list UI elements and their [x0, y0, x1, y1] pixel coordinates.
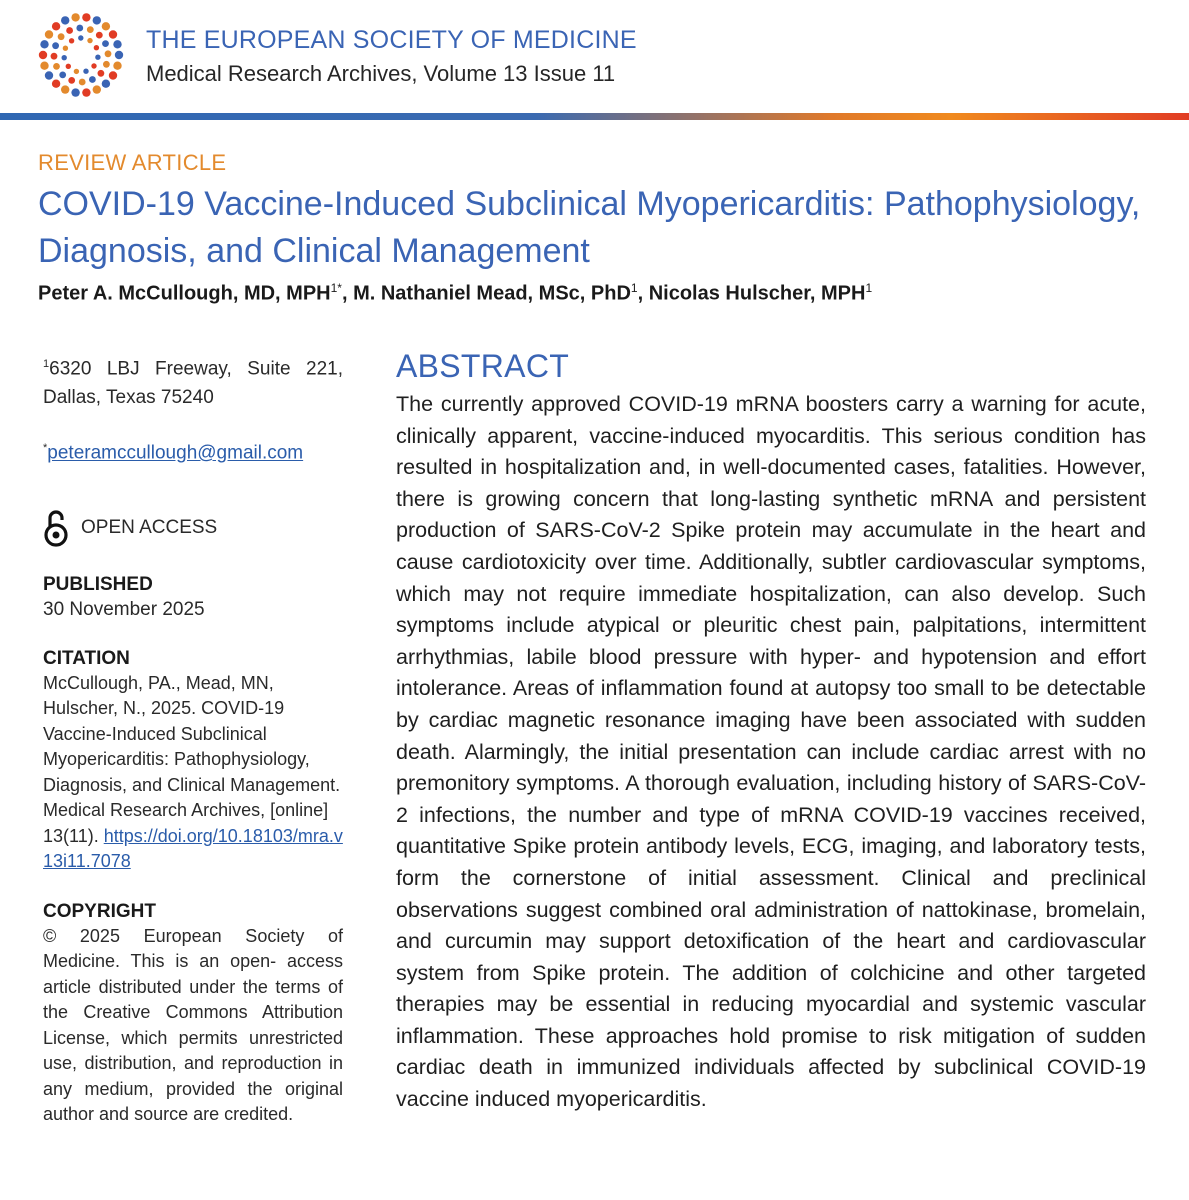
society-logo-icon: [36, 10, 126, 100]
journal-header: [0, 0, 1189, 120]
logo-dot: [61, 16, 69, 24]
logo-dot: [94, 45, 99, 50]
logo-dot: [58, 33, 65, 40]
logo-dot: [82, 88, 90, 96]
logo-dot: [103, 61, 110, 68]
logo-dot: [69, 38, 74, 43]
logo-dot: [52, 22, 60, 30]
logo-dot: [89, 76, 96, 83]
logo-dot: [76, 25, 83, 32]
affiliation-address: 6320 LBJ Freeway, Suite 221, Dallas, Texas 75240: [43, 358, 343, 409]
logo-dot: [102, 80, 110, 88]
published-date: 30 November 2025: [43, 598, 205, 620]
logo-dot: [40, 62, 48, 70]
logo-dot: [66, 64, 71, 69]
logo-dot: [113, 40, 121, 48]
logo-dot: [59, 72, 66, 79]
affiliation: [43, 350, 343, 412]
logo-dot: [91, 63, 96, 68]
logo-dot: [109, 71, 117, 79]
logo-dot: [45, 71, 53, 79]
logo-dot: [87, 38, 92, 43]
logo-dot: [96, 32, 103, 39]
logo-dot: [52, 80, 60, 88]
logo-dot: [66, 27, 73, 34]
logo-dot: [62, 55, 67, 60]
open-access-badge: [43, 508, 343, 548]
author-affiliation-marker: 1*: [330, 281, 342, 295]
logo-dot: [39, 51, 47, 59]
author-list: Peter A. McCullough, MD, $MPH^{1*}$, M. Nathaniel Mead, MSc, PhD$^1$, Nicolas Hulscher, MPH$^1$: [38, 281, 873, 305]
author-name: Nicolas Hulscher, MPH: [648, 282, 866, 305]
logo-dot: [105, 50, 112, 57]
logo-dot: [83, 69, 88, 74]
author-name: M. Nathaniel Mead, MSc, PhD: [353, 282, 631, 305]
copyright-text: © 2025 European Society of Medicine. This is an open- access article distributed under the terms of the Creative Commons Attribution License, which permits unrestricted use, distribution, and reproduction in any medium, provided the original author and source are credited.: [43, 925, 343, 1125]
author-affiliation-marker: 1: [630, 281, 638, 295]
citation-heading: CITATION: [43, 647, 130, 669]
logo-dot: [78, 35, 83, 40]
logo-dot: [68, 77, 75, 84]
logo-dot: [95, 55, 100, 60]
logo-dot: [61, 85, 69, 93]
logo-dot: [74, 69, 79, 74]
logo-dot: [71, 88, 79, 96]
affiliation-marker: 1: [43, 358, 50, 370]
organization-name: THE EUROPEAN SOCIETY OF MEDICINE: [146, 26, 637, 54]
citation-text: McCullough, PA., Mead, MN, Hulscher, N., 2025. COVID-19 Vaccine-Induced Subclinical Myopericarditis: Pathophysiology, Diagnosis, and Clinical Management. Medical Research Archives, [online] 13(11).: [43, 672, 341, 846]
logo-dot: [40, 40, 48, 48]
logo-dot: [82, 13, 90, 21]
article-sidebar: [43, 350, 343, 1128]
logo-dot: [93, 16, 101, 24]
logo-dot: [51, 53, 58, 60]
corresponding-marker: *: [43, 442, 48, 455]
logo-dot: [71, 13, 79, 21]
citation-block: [43, 671, 343, 875]
logo-dot: [87, 26, 94, 33]
copyright-heading: COPYRIGHT: [43, 900, 156, 922]
logo-dot: [53, 63, 60, 70]
logo-dot: [79, 79, 86, 86]
logo-dot: [52, 42, 59, 49]
doi-link[interactable]: https://doi.org/10.18103/mra.v13i11.7078: [43, 825, 343, 872]
correspondence: [43, 436, 343, 465]
article-title: COVID-19 Vaccine-Induced Subclinical Myopericarditis: Pathophysiology, Diagnosis, and Clinical Management: [38, 185, 1141, 270]
logo-dot: [102, 22, 110, 30]
abstract-text: The currently approved COVID-19 mRNA boosters carry a warning for acute, clinically apparent, vaccine-induced myocarditis. This serious condition has resulted in hospitalization and, in well-documented cases, fatalities. However, there is growing concern that long-lasting synthetic mRNA and persistent production of SARS-CoV-2 Spike protein may accumulate in the heart and cause cardiotoxicity over time. Additionally, subtler cardiovascular symptoms, which may not require immediate hospitalization, can also develop. Such symptoms include atypical or pleuritic chest pain, palpitations, intermittent arrhythmias, labile blood pressure with hyper- and hypotension and effort intolerance. Areas of inflammation found at autopsy too small to be detectable by cardiac magnetic resonance imaging have been associated with sudden death. Alarmingly, the initial presentation can include cardiac arrest with no premonitory symptoms. A thorough evaluation, including history of SARS-CoV-2 infections, the number and type of mRNA COVID-19 vaccines received, quantitative Spike protein antibody levels, ECG, imaging, and laboratory tests, form the cornerstone of initial assessment. Clinical and preclinical observations suggest combined oral administration of nattokinase, bromelain, and curcumin may support detoxification of the heart and cardiovascular system from Spike protein. The addition of colchicine and other targeted therapies may be essential in reducing myocardial and systemic vascular inflammation. These approaches hold promise to risk mitigation of sudden cardiac death in immunized individuals affected by subclinical COVID-19 vaccine induced myopericarditis.: [396, 392, 1146, 1112]
header-divider: [0, 113, 1189, 120]
abstract-heading: ABSTRACT: [396, 348, 570, 384]
logo-dot: [115, 51, 123, 59]
logo-dot: [63, 46, 68, 51]
logo-dot: [109, 30, 117, 38]
author-affiliation-marker: 1: [865, 281, 873, 295]
logo-dot: [102, 40, 109, 47]
author-name: Peter A. McCullough, MD, MPH: [38, 282, 331, 305]
article-type: REVIEW ARTICLE: [38, 150, 227, 175]
published-heading: PUBLISHED: [43, 573, 153, 595]
author-email-link[interactable]: peteramccullough@gmail.com: [47, 442, 304, 464]
open-access-label: OPEN ACCESS: [81, 517, 218, 539]
logo-dot: [93, 85, 101, 93]
logo-dot: [45, 30, 53, 38]
logo-dot: [113, 62, 121, 70]
open-access-lock-icon: [43, 508, 69, 548]
logo-dot: [98, 70, 105, 77]
journal-volume: Medical Research Archives, Volume 13 Issue 11: [146, 61, 616, 86]
